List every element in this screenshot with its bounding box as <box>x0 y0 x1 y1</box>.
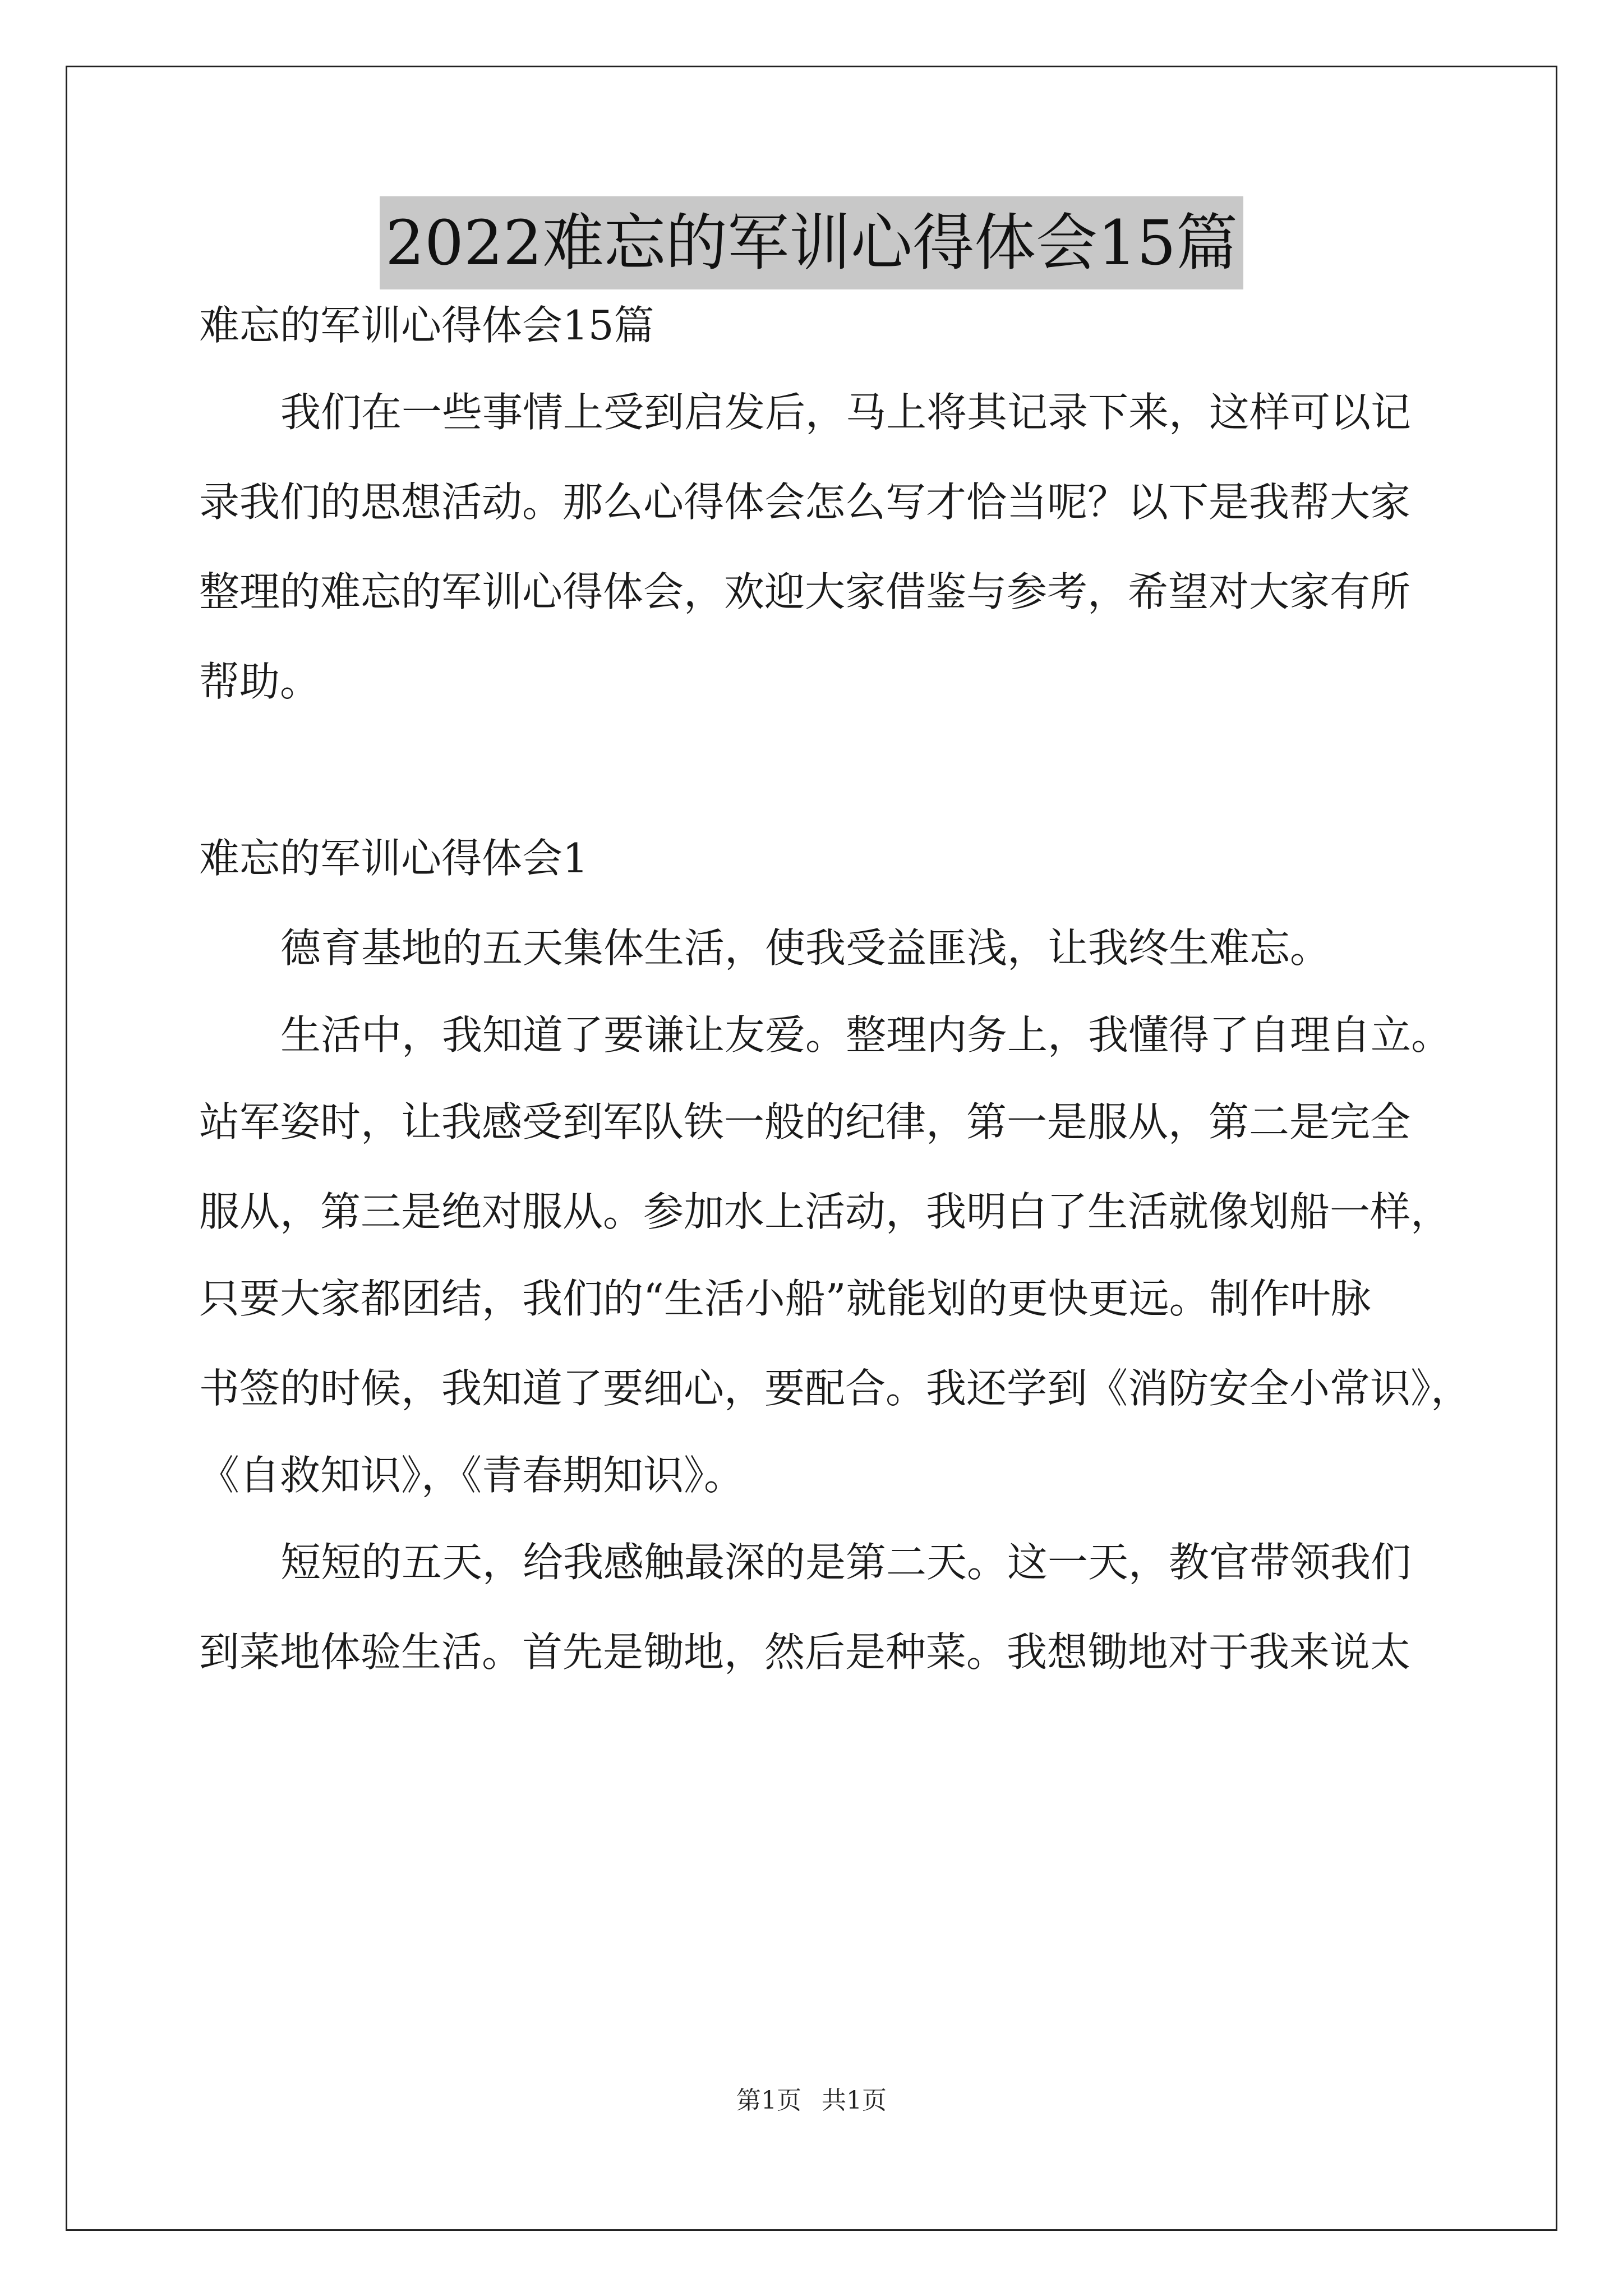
intro-line: 帮助。 <box>199 658 321 705</box>
intro-line: 整理的难忘的军训心得体会，欢迎大家借鉴与参考，希望对大家有所 <box>199 568 1411 615</box>
document-subtitle: 难忘的军训心得体会15篇 <box>199 302 654 349</box>
body-line: 只要大家都团结，我们的“生活小船”就能划的更快更远。制作叶脉 <box>199 1275 1371 1322</box>
body-line: 到菜地体验生活。首先是锄地，然后是种菜。我想锄地对于我来说太 <box>199 1628 1411 1676</box>
body-line: 书签的时候，我知道了要细心，要配合。我还学到《消防安全小常识》， <box>199 1365 1472 1412</box>
section-heading: 难忘的军训心得体会1 <box>199 835 588 882</box>
page-number: 第1页 <box>736 2086 801 2115</box>
body-line: 《自救知识》，《青春期知识》。 <box>199 1452 745 1499</box>
body-line: 站军姿时，让我感受到军队铁一般的纪律，第一是服从，第二是完全 <box>199 1098 1411 1145</box>
body-line: 短短的五天，给我感触最深的是第二天。这一天，教官带领我们 <box>280 1539 1412 1586</box>
page-total: 共1页 <box>822 2086 887 2115</box>
intro-line: 我们在一些事情上受到启发后，马上将其记录下来，这样可以记 <box>280 389 1412 436</box>
title-container <box>0 196 1623 289</box>
document-title: 2022难忘的军训心得体会15篇 <box>380 196 1243 289</box>
intro-line: 录我们的思想活动。那么心得体会怎么写才恰当呢？以下是我帮大家 <box>199 478 1411 526</box>
body-line: 生活中，我知道了要谦让友爱。整理内务上，我懂得了自理自立。 <box>280 1011 1452 1059</box>
body-line: 服从，第三是绝对服从。参加水上活动，我明白了生活就像划船一样， <box>199 1188 1451 1235</box>
body-line: 德育基地的五天集体生活，使我受益匪浅，让我终生难忘。 <box>280 924 1331 972</box>
page-footer <box>0 2084 1623 2118</box>
